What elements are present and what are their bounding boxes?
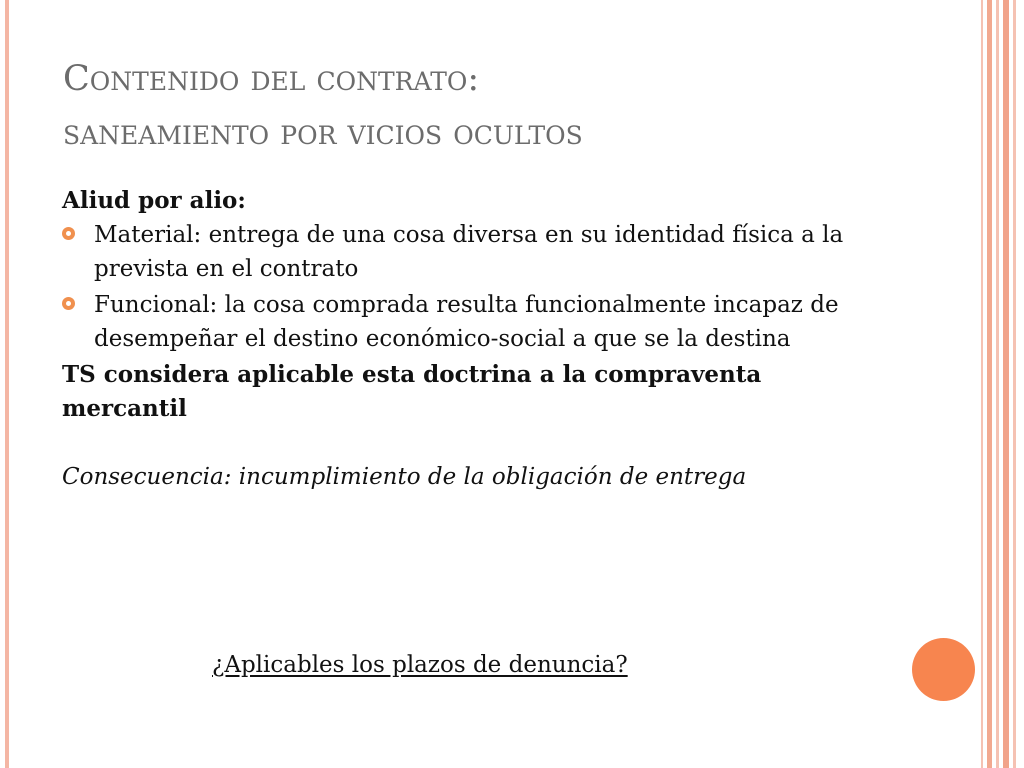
circle-bullet-icon [62,227,75,240]
right-decorative-border-3 [996,0,999,768]
ts-statement: TS considera aplicable esta doctrina a la compraventa mercantil [62,361,762,422]
circle-bullet-icon [62,297,75,310]
title-line-2: saneamiento por vicios ocultos [63,113,583,153]
right-decorative-border-4 [1003,0,1009,768]
bullet-list [62,218,892,356]
bullet-text-material: Material: entrega de una cosa diversa en su identidad física a la prevista en el contrato [94,222,844,282]
title-line-1: Contenido del contrato: [63,59,480,99]
right-decorative-border-5 [1013,0,1016,768]
slide-body [62,184,892,494]
left-decorative-border [5,0,9,768]
right-decorative-border-2 [987,0,992,768]
bullet-text-funcional: Funcional: la cosa comprada resulta funcionalmente incapaz de desempeñar el destino económico-social a que se la destina [94,292,839,352]
right-decorative-border-1 [981,0,983,768]
orange-circle-decoration [912,638,975,701]
bullet-item-funcional [62,288,892,356]
bullet-item-material [62,218,892,286]
spacer [62,426,892,460]
consequence-text: Consecuencia: incumplimiento de la obligación de entrega [62,464,747,490]
slide-title [63,52,943,160]
aliud-heading: Aliud por alio: [62,187,246,214]
question-text: ¿Aplicables los plazos de denuncia? [212,652,628,678]
